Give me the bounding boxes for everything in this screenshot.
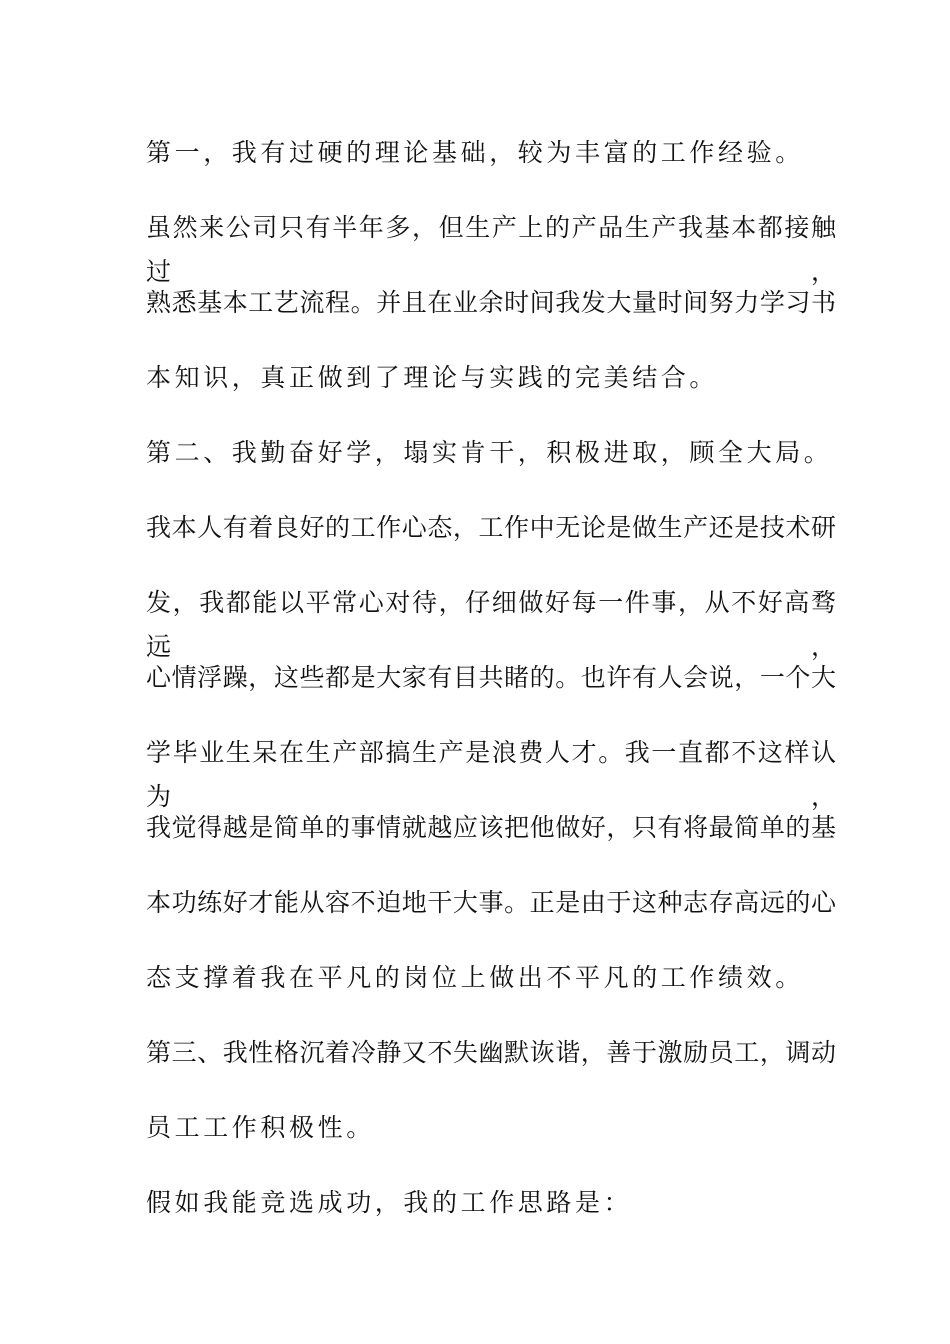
text-line: 虽然来公司只有半年多，但生产上的产品生产我基本都接触过， (146, 213, 836, 286)
body-text (146, 131, 836, 1256)
text-line: 本知识，真正做到了理论与实践的完美结合。 (146, 363, 719, 392)
text-line: 学毕业生呆在生产部搞生产是浪费人才。我一直都不这样认为， (146, 738, 836, 811)
text-line: 第一，我有过硬的理论基础，较为丰富的工作经验。 (146, 138, 804, 167)
text-line: 我觉得越是简单的事情就越应该把他做好，只有将最简单的基 (146, 813, 836, 842)
text-line: 我本人有着良好的工作心态，工作中无论是做生产还是技术研 (146, 513, 836, 542)
text-line: 发，我都能以平常心对待，仔细做好每一件事，从不好高骛远， (146, 588, 836, 661)
text-line: 员工工作积极性。 (146, 1113, 375, 1142)
text-line: 本功练好才能从容不迫地干大事。正是由于这种志存高远的心 (146, 888, 836, 917)
text-line: 第二、我勤奋好学，塌实肯干，积极进取，顾全大局。 (146, 438, 833, 467)
text-line: 第三、我性格沉着冷静又不失幽默诙谐，善于激励员工，调动 (146, 1038, 836, 1067)
text-line: 态支撑着我在平凡的岗位上做出不平凡的工作绩效。 (146, 963, 804, 992)
text-line: 假如我能竞选成功，我的工作思路是： (146, 1188, 633, 1217)
text-line: 熟悉基本工艺流程。并且在业余时间我发大量时间努力学习书 (146, 288, 836, 317)
text-line: 心情浮躁，这些都是大家有目共睹的。也许有人会说，一个大 (146, 663, 836, 692)
